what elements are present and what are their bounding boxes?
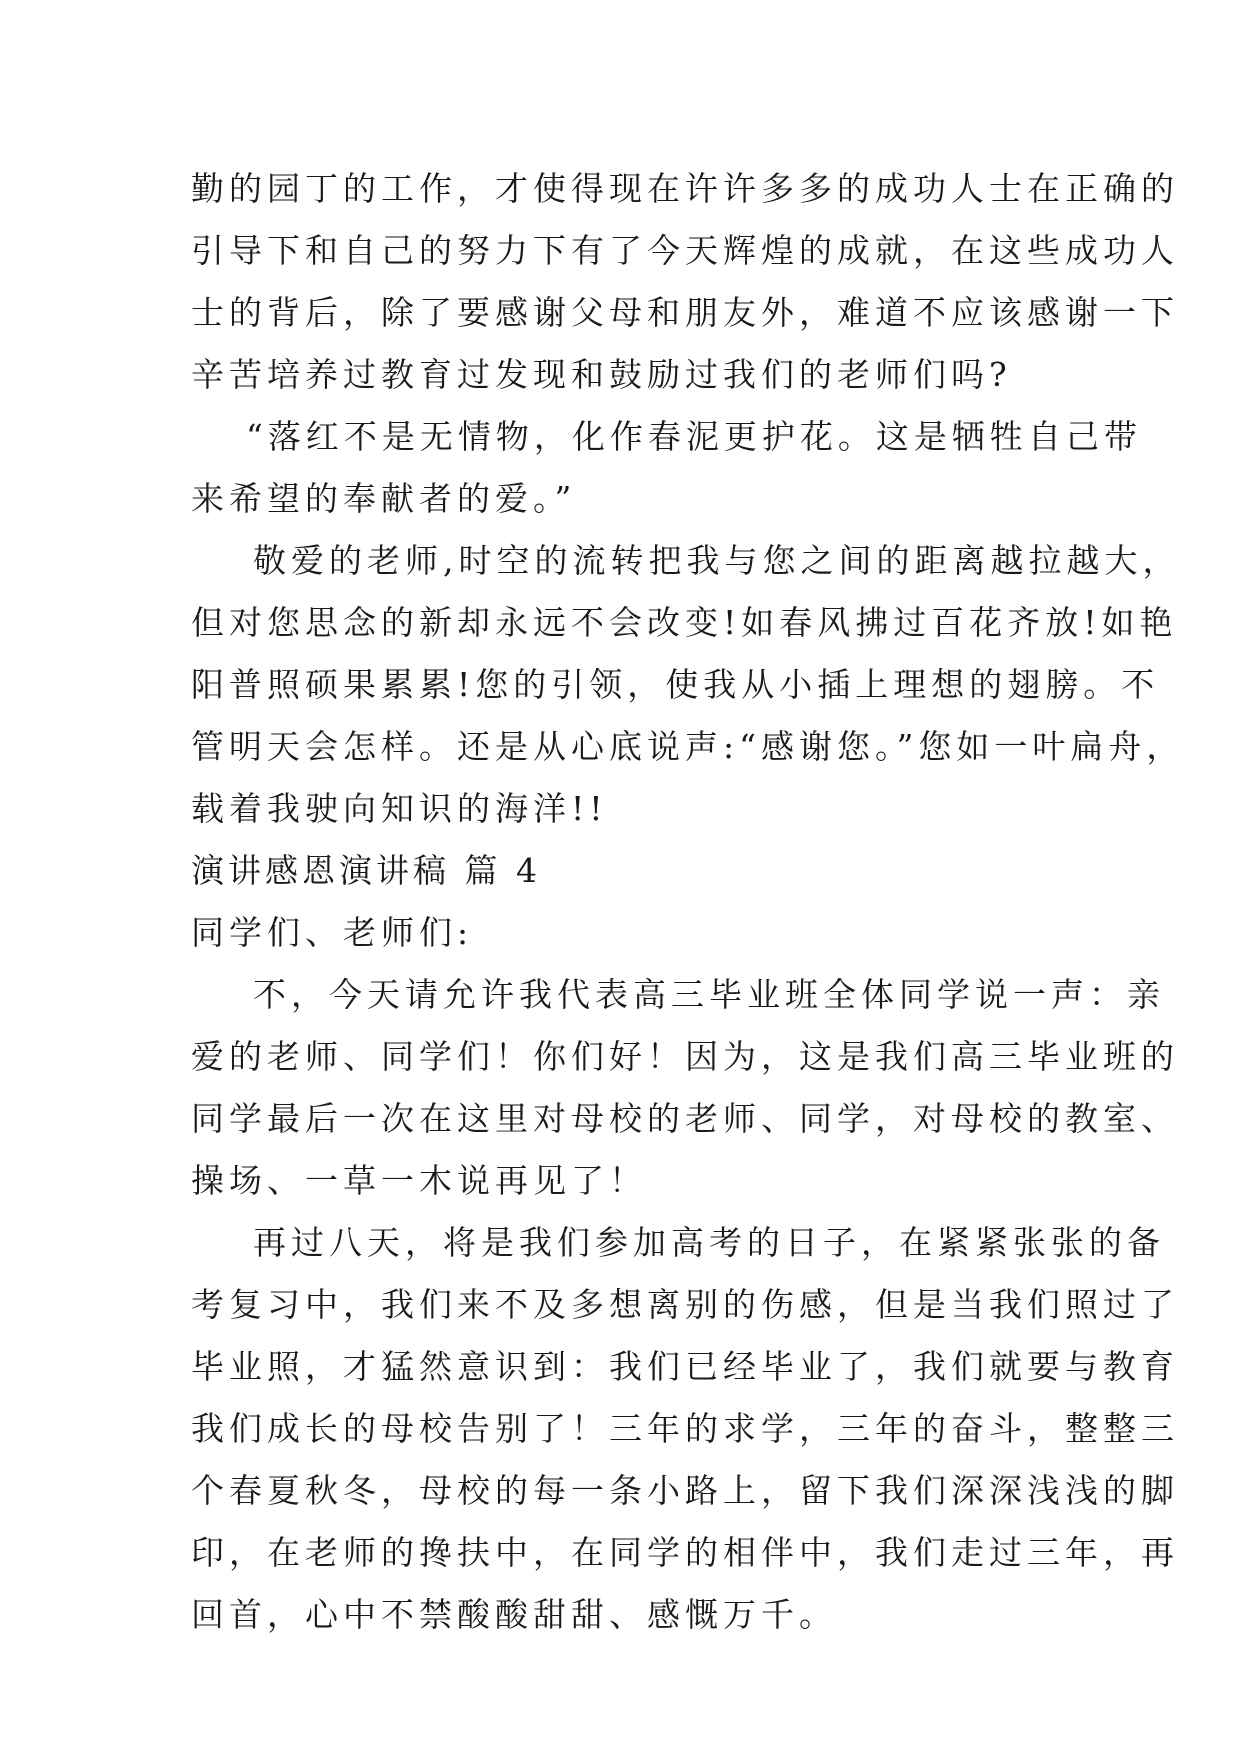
paragraph-line: 不，今天请允许我代表高三毕业班全体同学说一声：亲 xyxy=(253,975,1165,1014)
text-line: 回首，心中不禁酸酸甜甜、感慨万千。 xyxy=(191,1595,837,1634)
text-line: 但对您思念的新却永远不会改变!如春风拂过百花齐放!如艳 xyxy=(191,603,1178,642)
paragraph-line: 敬爱的老师,时空的流转把我与您之间的距离越拉越大， xyxy=(253,541,1181,580)
text-line: 我们成长的母校告别了！三年的求学，三年的奋斗，整整三 xyxy=(191,1409,1179,1448)
text-line: 管明天会怎样。还是从心底说声:“感谢您。”您如一叶扁舟， xyxy=(191,727,1185,766)
text-line: 操场、一草一木说再见了！ xyxy=(191,1161,647,1200)
text-line: 同学最后一次在这里对母校的老师、同学，对母校的教室、 xyxy=(191,1099,1179,1138)
document-body xyxy=(191,158,1185,1646)
text-line: 阳普照硕果累累!您的引领，使我从小插上理想的翅膀。不 xyxy=(191,665,1160,704)
salutation: 同学们、老师们: xyxy=(191,913,474,952)
paragraph-line: 再过八天，将是我们参加高考的日子，在紧紧张张的备 xyxy=(253,1223,1165,1262)
quote-line: “落红不是无情物，化作春泥更护花。这是牺牲自己带 xyxy=(246,417,1142,456)
text-line: 考复习中，我们来不及多想离别的伤感，但是当我们照过了 xyxy=(191,1285,1179,1324)
text-line: 印，在老师的搀扶中，在同学的相伴中，我们走过三年，再 xyxy=(191,1533,1179,1572)
text-line: 毕业照，才猛然意识到：我们已经毕业了，我们就要与教育 xyxy=(191,1347,1179,1386)
text-line: 辛苦培养过教育过发现和鼓励过我们的老师们吗? xyxy=(191,355,1012,394)
quote-line: 来希望的奉献者的爱。” xyxy=(191,479,577,518)
text-line: 个春夏秋冬，母校的每一条小路上，留下我们深深浅浅的脚 xyxy=(191,1471,1179,1510)
section-heading: 演讲感恩演讲稿 篇 4 xyxy=(191,851,541,890)
text-line: 爱的老师、同学们！你们好！因为，这是我们高三毕业班的 xyxy=(191,1037,1179,1076)
text-line: 勤的园丁的工作，才使得现在许许多多的成功人士在正确的 xyxy=(191,169,1179,208)
text-line: 士的背后，除了要感谢父母和朋友外，难道不应该感谢一下 xyxy=(191,293,1179,332)
text-line: 引导下和自己的努力下有了今天辉煌的成就，在这些成功人 xyxy=(191,231,1179,270)
text-line: 载着我驶向知识的海洋!! xyxy=(191,789,608,828)
